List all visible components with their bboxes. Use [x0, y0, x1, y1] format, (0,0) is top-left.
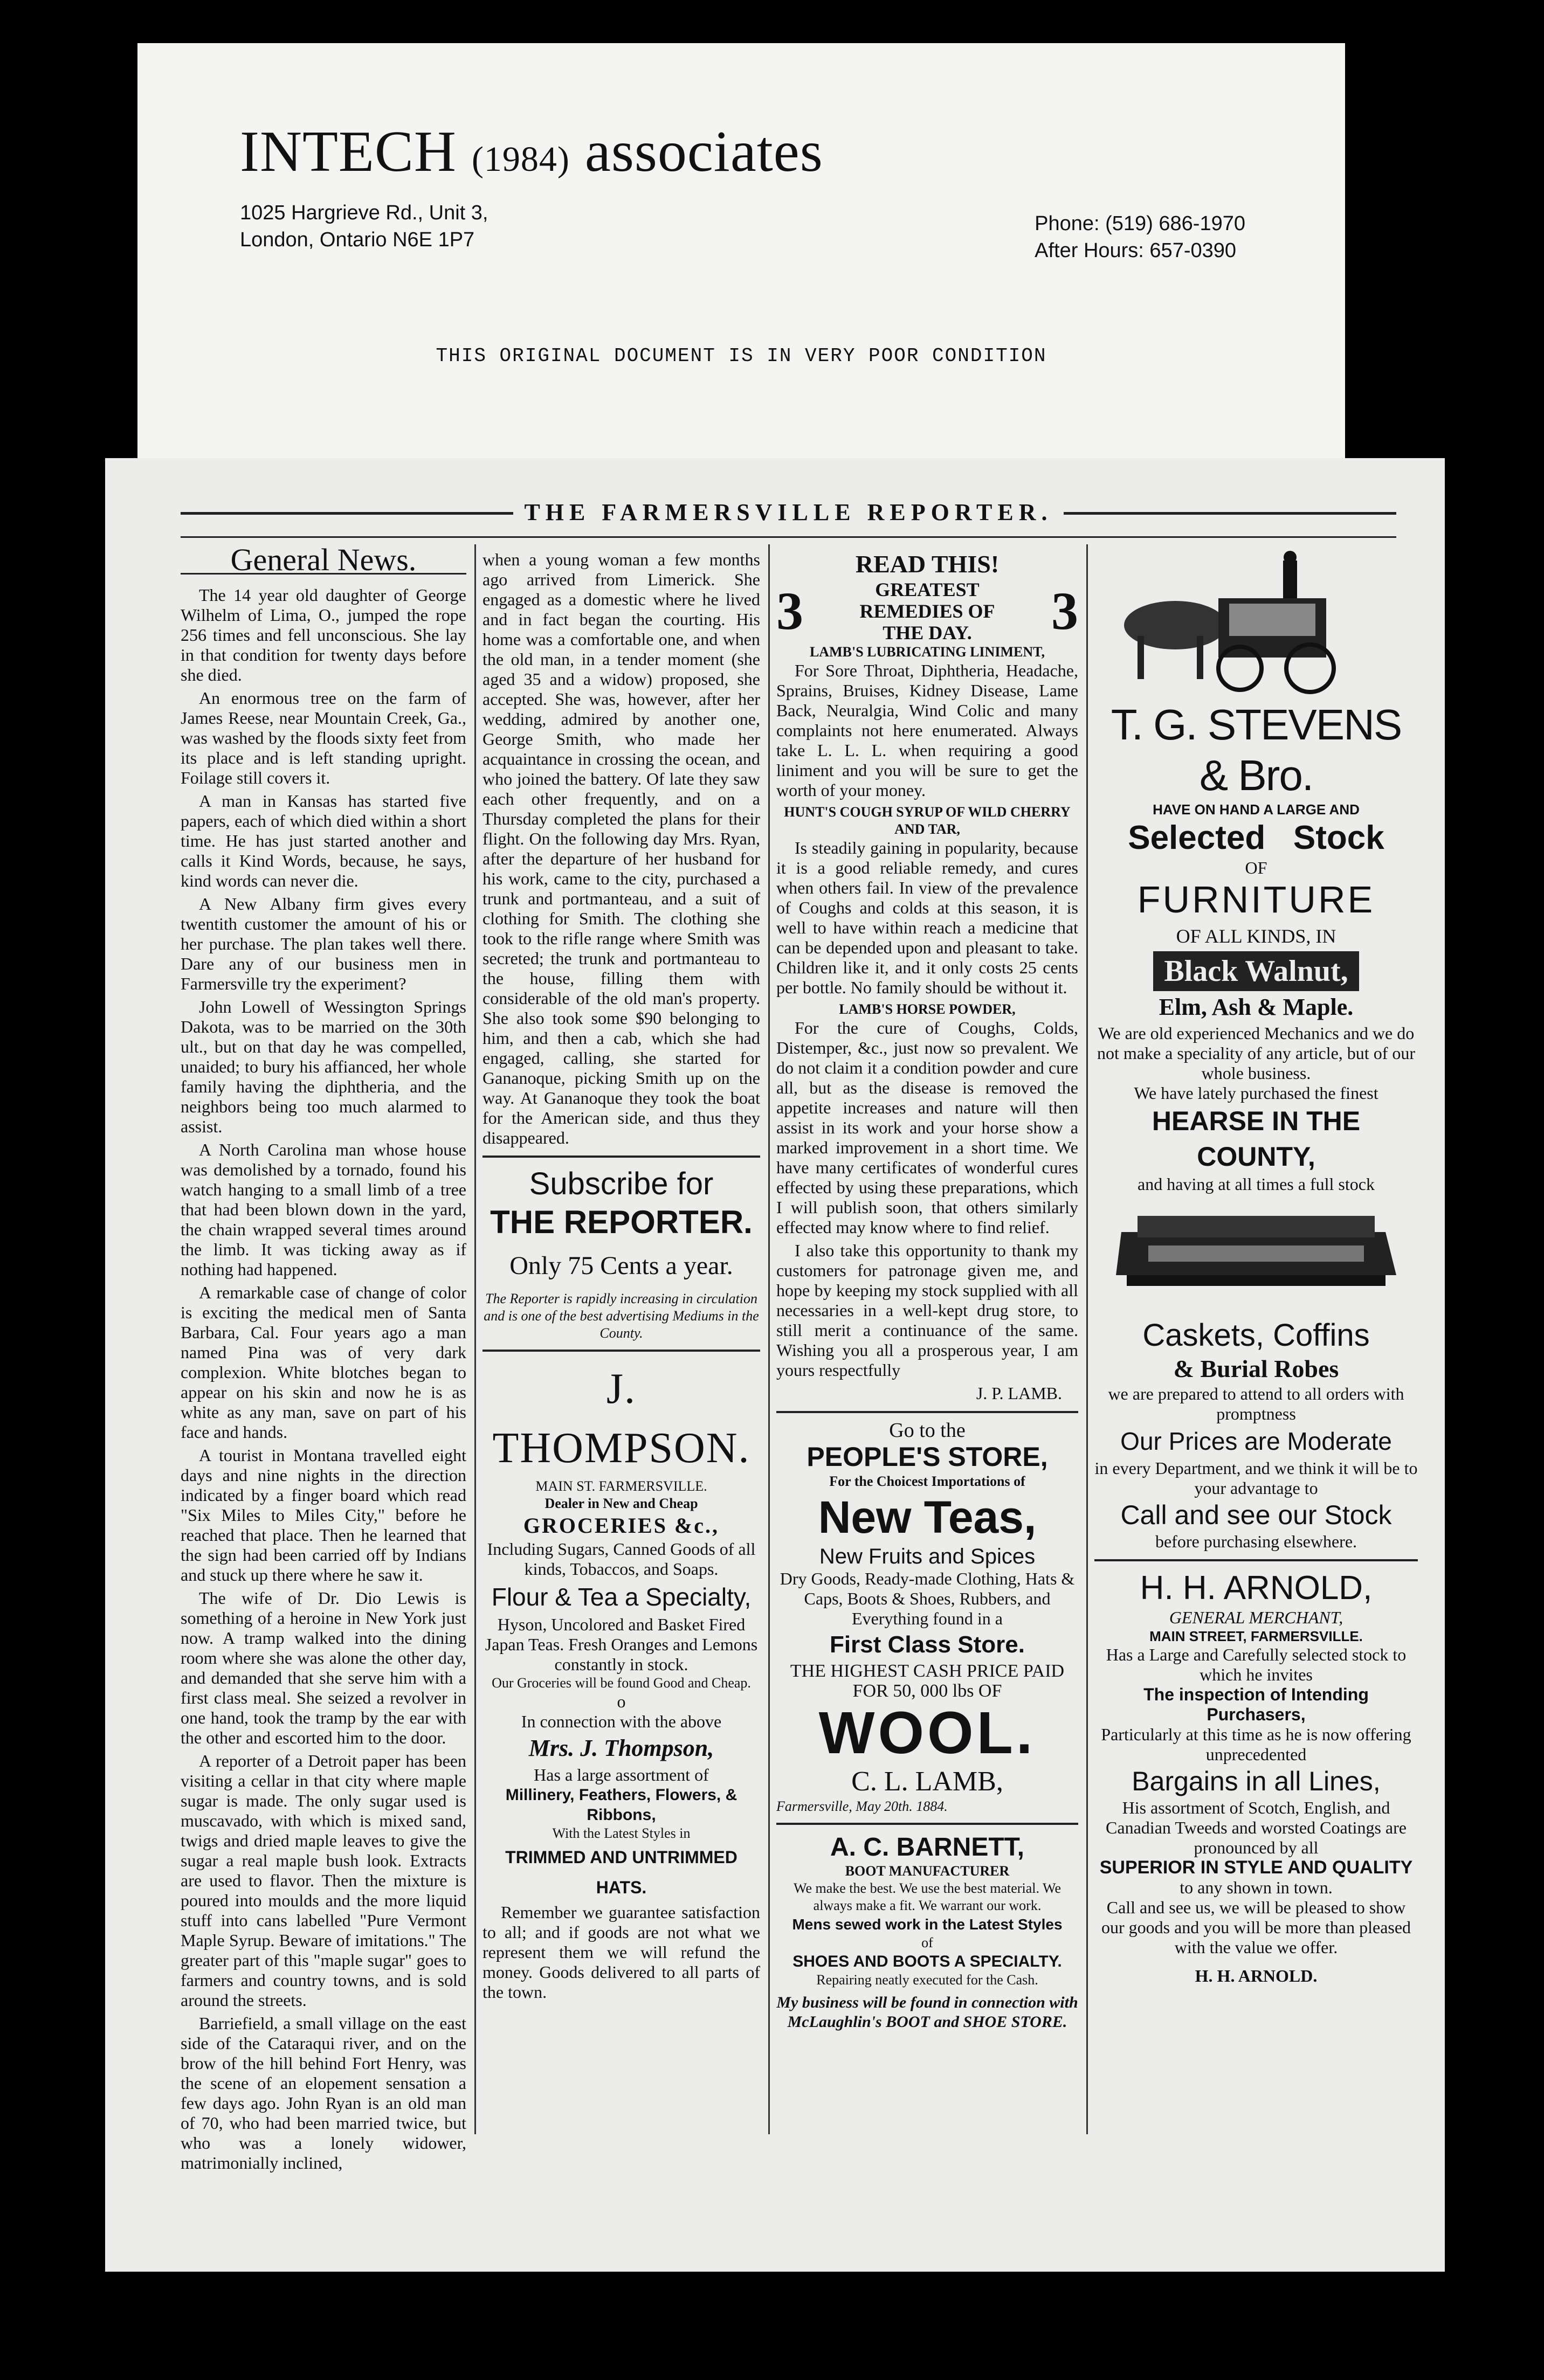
peoples-store-ad [776, 1411, 1078, 1815]
news-item: Barriefield, a small village on the east side of the Cataraqui river, and on the brow of the hill behind Fort Henry, was the scene of an elopement sensation a few days ago. John Ryan is an old man of 70, who had been married twice, but who was a lonely widower, matrimonially inclined, [181, 2014, 466, 2173]
news-item: A reporter of a Detroit paper has been visiting a cellar in that city where maple sugar is made. The only sugar used is muscavado, with which is mixed sand, twigs and dried maple leaves to give the sugar a real maple bush look. Extracts are used to flavor. Then the mixture is poured into moulds and the more liquid stuff into cans labelled "Pure Vermont Maple Syrup. Beware of imitations." The greater part of this "maple sugar" goes to farmers and country towns, and is sold around the streets. [181, 1751, 466, 2010]
thompson-dealer: Dealer in New and Cheap [544, 1496, 698, 1511]
number-three-left: 3 [776, 581, 803, 641]
connection-line: In connection with the above [521, 1712, 722, 1731]
mechanics-text: We are old experienced Mechanics and we do not make a speciality of any article, but of our whole business. [1097, 1023, 1415, 1083]
kinds-line: OF ALL KINDS, IN [1176, 925, 1336, 947]
intech-cover-sheet [137, 43, 1345, 474]
column-story-ads [482, 550, 760, 2145]
masthead [181, 499, 1396, 538]
town-line: to any shown in town. [1180, 1878, 1333, 1897]
news-item: A New Albany firm gives every twentith customer the amount of his or her purchase. The plan takes well there. Dare any of our business men in Farmersville try the experiment? [181, 894, 466, 993]
company-year: (1984) [471, 140, 570, 179]
prepared-line: we are prepared to attend to all orders with promptness [1108, 1384, 1404, 1423]
news-item: A remarkable case of change of color is exciting the medical men of Santa Barbara, Cal. Four years ago a man named Pina was of very dark complexion. White blotches began to appear on his skin and now he is as white as any man, save on part of his face and hands. [181, 1283, 466, 1442]
arnold-signature: H. H. ARNOLD. [1195, 1966, 1318, 1985]
teas-detail: Hyson, Uncolored and Basket Fired Japan Teas. Fresh Oranges and Lemons constantly in stock. [485, 1615, 758, 1674]
full-stock-line: and having at all times a full stock [1138, 1174, 1375, 1194]
remedies-banner [776, 579, 1078, 644]
groceries-detail: Including Sugars, Canned Goods of all kinds, Tobaccos, and Soaps. [487, 1539, 756, 1579]
date-line: Farmersville, May 20th. 1884. [776, 1798, 948, 1814]
column-furniture-ads [1094, 550, 1418, 2145]
arnold-ad [1094, 1559, 1418, 1986]
subscribe-title: Subscribe for [529, 1166, 714, 1201]
news-item: John Lowell of Wessington Springs Dakota, was to be married on the 30th ult., but on that day he was compelled, unaided; to bury his affianced, her whole family having the diphtheria, and the neighbors being too much alarmed to assist. [181, 997, 466, 1136]
company-phone [1035, 210, 1245, 264]
selected-stock: Selected Stock [1128, 819, 1384, 856]
newspaper-page [105, 458, 1445, 2272]
new-teas: New Teas, [818, 1492, 1037, 1542]
highest-price-line: THE HIGHEST CASH PRICE PAID FOR 50, 000 lbs OF [790, 1661, 1065, 1701]
thompson-address: MAIN ST. FARMERSVILLE. [535, 1478, 707, 1494]
of-line: OF [1245, 858, 1267, 877]
black-walnut: Black Walnut, [1153, 951, 1359, 991]
horse-powder-text: For the cure of Coughs, Colds, Distemper, &c., just now so prevalent. We do not claim it a condition powder and cure all, but as the disease is removed the appetite increases and nature will then assist in its work and your horse show a marked improvement in a short time. We have many certificates of wonderful cures effected by using these preparations, which I will publish soon, that others similarly effected may know where to find relief. [776, 1018, 1078, 1237]
hats-line: TRIMMED AND UNTRIMMED HATS. [505, 1848, 737, 1897]
news-item: The 14 year old daughter of George Wilhelm of Lima, O., jumped the rope 256 times and fell unconscious. She lay in that condition for twenty days before she died. [181, 585, 466, 684]
peoples-store: PEOPLE'S STORE, [807, 1442, 1048, 1472]
caskets-coffins: Caskets, Coffins [1142, 1318, 1370, 1353]
subscribe-price: Only 75 Cents a year. [509, 1251, 733, 1280]
first-class-store: First Class Store. [830, 1631, 1025, 1658]
thompson-ad [482, 1350, 760, 2002]
phone-line: Phone: (519) 686-1970 [1035, 212, 1245, 235]
elm-ash-maple: Elm, Ash & Maple. [1159, 994, 1354, 1020]
general-merchant: GENERAL MERCHANT, [1169, 1608, 1343, 1627]
company-address [240, 199, 488, 253]
burial-robes: & Burial Robes [1173, 1355, 1339, 1382]
syrup-text: Is steadily gaining in popularity, because it is a good reliable remedy, and cures when others fail. In view of the prevalence of Coughs and colds at this season, it is well to have within reach a medicine that can be depended upon and pleasant to take. Children like it, and it only costs 25 cents per bottle. No family should be without it. [776, 838, 1078, 997]
scotch-line: His assortment of Scotch, English, and Canadian Tweeds and worsted Coatings are pronounced by all [1106, 1798, 1407, 1857]
liniment-text: For Sore Throat, Diphtheria, Headache, Sprains, Bruises, Kidney Disease, Lame Back, Neuralgia, Wind Colic and many complaints not here enumerated. Always take L. L. L. when requiring a good liniment and you will be sure to get the worth of your money. [776, 661, 1078, 800]
after-hours-line: After Hours: 657-0390 [1035, 239, 1237, 262]
liniment-title: LAMB'S LUBRICATING LINIMENT, [809, 644, 1045, 660]
hearse-carriage-illustration [1105, 550, 1407, 695]
assortment-line: Has a large assortment of [534, 1765, 709, 1784]
dry-goods-line: Dry Goods, Ready-made Clothing, Hats & Caps, Boots & Shoes, Rubbers, and Everything found in a [780, 1569, 1075, 1628]
choicest-line: For the Choicest Importations of [829, 1473, 1025, 1489]
wool: WOOL. [818, 1700, 1036, 1766]
condition-notice: THIS ORIGINAL DOCUMENT IS IN VERY POOR CONDITION [436, 345, 1047, 367]
arnold-address: MAIN STREET, FARMERSVILLE. [1149, 1628, 1363, 1644]
subscribe-ad [482, 1156, 760, 1342]
groceries-heading: GROCERIES &c., [523, 1513, 720, 1538]
styles-line: With the Latest Styles in [552, 1825, 691, 1841]
furniture-heading: FURNITURE [1137, 878, 1375, 921]
best-line: We make the best. We use the best material. We always make a fit. We warrant our work. [794, 1880, 1061, 1913]
purchased-line: We have lately purchased the finest [1134, 1083, 1378, 1103]
masthead-title: THE FARMERSVILLE REPORTER. [513, 499, 1063, 525]
bargains-line: Bargains in all Lines, [1132, 1766, 1381, 1796]
address-line-1: 1025 Hargrieve Rd., Unit 3, [240, 202, 488, 224]
particularly-line: Particularly at this time as he is now offering unprecedented [1101, 1725, 1411, 1764]
business-line: My business will be found in connection with McLaughlin's BOOT and SHOE STORE. [776, 1994, 1078, 2031]
read-this: READ THIS! [855, 550, 1000, 578]
syrup-title: HUNT'S COUGH SYRUP OF WILD CHERRY AND TAR, [784, 804, 1071, 837]
separator: o [617, 1692, 626, 1711]
company-suffix: associates [584, 120, 823, 184]
have-line: HAVE ON HAND A LARGE AND [1153, 801, 1360, 818]
boot-manufacturer: BOOT MANUFACTURER [845, 1863, 1010, 1879]
column-general-news [181, 542, 466, 2173]
call-see-us: Call and see us, we will be pleased to show our goods and you will be more than pleased with the value we offer. [1101, 1898, 1411, 1957]
elopement-story: when a young woman a few months ago arrived from Limerick. She engaged as a domestic where he lived and in fact began the courting. His home was a comfortable one, and when the old man, in a tender moment (she aged 35 and a widow) proposed, she accepted. She was, however, after her wedding, admired by another one, George Smith, who made her acquaintance in crossing the ocean, and who joined the battery. Of late they saw each other frequently, and on a Thursday completed the plans for their flight. On the following day Mrs. Ryan, after the departure of her husband for his work, came to the city, purchased a trunk and portmanteau, and a suit of clothing for Smith. The clothing she took to the rifle range where Smith was secreted; the trunk and portmanteau to the house, filling them with considerable of the old man's property. She also took some $90 belonging to him, and then a cab, which she had engaged, calling, she started for Gananoque, picking Smith up on the way. At Gananoque they took the boat for the American side, and thus they disappeared. [482, 550, 760, 1147]
flour-tea: Flour & Tea a Specialty, [491, 1583, 752, 1611]
coffin-illustration [1105, 1200, 1407, 1307]
company-word: INTECH [240, 120, 457, 184]
arnold-name: H. H. ARNOLD, [1140, 1569, 1373, 1607]
number-three-right: 3 [1051, 581, 1078, 641]
subscribe-note: The Reporter is rapidly increasing in circulation and is one of the best advertising Mediums in the County. [484, 1291, 759, 1341]
repair-line: Repairing neatly executed for the Cash. [816, 1972, 1038, 1988]
thompson-name: J. THOMPSON. [492, 1365, 750, 1472]
every-department: in every Department, and we think it will be to your advantage to [1094, 1458, 1418, 1498]
call-see-stock: Call and see our Stock [1120, 1500, 1392, 1530]
guarantee-text: Remember we guarantee satisfaction to all; and if goods are not what we represent them we will refund the money. Goods delivered to all parts of the town. [482, 1902, 760, 2002]
before-line: before purchasing elsewhere. [1155, 1532, 1357, 1551]
prices-moderate: Our Prices are Moderate [1120, 1427, 1392, 1455]
column-remedies-ads [776, 550, 1078, 2145]
mens-line: Mens sewed work in the Latest Styles [792, 1916, 1063, 1933]
column-rule [474, 544, 476, 2134]
news-item: An enormous tree on the farm of James Reese, near Mountain Creek, Ga., was washed by the floods sixty feet from its place and is left standing upright. Foilage still covers it. [181, 688, 466, 787]
remedies-title: GREATEST REMEDIES OF THE DAY. [859, 579, 995, 644]
goto-line: Go to the [889, 1419, 966, 1442]
news-item: The wife of Dr. Dio Lewis is something of a heroine in New York just now. A tramp walked into the dining room where she was alone the other day, and demanded that she serve him with a first class meal. She seized a revolver in one hand, took the tramp by the ear with the other and escorted him to the door. [181, 1588, 466, 1747]
groceries-note: Our Groceries will be found Good and Cheap. [492, 1675, 751, 1691]
has-line: Has a Large and Carefully selected stock to which he invites [1106, 1645, 1407, 1684]
millinery-line: Millinery, Feathers, Flowers, & Ribbons, [505, 1786, 737, 1824]
shoes-line: SHOES AND BOOTS A SPECIALTY. [792, 1953, 1062, 1970]
news-item: A man in Kansas has started five papers, each of which died within a short time. He has just started another and calls it Kind Words, because, he says, kind words can never die. [181, 791, 466, 890]
barnett-ad [776, 1823, 1078, 2032]
hearse-heading: HEARSE IN THE COUNTY, [1152, 1106, 1361, 1172]
section-heading: General News. [181, 550, 466, 575]
superior-line: SUPERIOR IN STYLE AND QUALITY [1099, 1857, 1413, 1878]
fruits-line: New Fruits and Spices [819, 1545, 1036, 1568]
news-item: A North Carolina man whose house was demolished by a tornado, found his watch hanging to a small limb of a tree that had been blown down in the yard, the chain wrapped several times around the limb. It was ticking away as if nothing had happened. [181, 1140, 466, 1279]
column-rule [768, 544, 770, 2134]
horse-powder-title: LAMB'S HORSE POWDER, [839, 1001, 1016, 1017]
lamb-signature: J. P. LAMB. [976, 1383, 1062, 1403]
barnett-name: A. C. BARNETT, [830, 1833, 1024, 1862]
thanks-text: I also take this opportunity to thank my customers for patronage given me, and hope by keeping my stock supplied with all necessaries in a well-kept drug store, to still merit a continuance of the same. Wishing you all a prosperous year, I am yours respectfully [776, 1241, 1078, 1380]
column-rule [1086, 544, 1088, 2134]
subscribe-paper: THE REPORTER. [490, 1204, 753, 1240]
company-name [240, 119, 823, 185]
cl-lamb: C. L. LAMB, [851, 1766, 1003, 1797]
address-line-2: London, Ontario N6E 1P7 [240, 229, 475, 251]
of-line: of [921, 1935, 933, 1950]
mrs-thompson: Mrs. J. Thompson, [528, 1735, 714, 1761]
news-item: A tourist in Montana travelled eight days and nine nights in the direction indicated by a finger board which read "Six Miles to Miles City," before he reached that place. Then he learned that the sign had been carried off by Indians and stuck up there where he saw it. [181, 1445, 466, 1585]
stevens-name: T. G. STEVENS & Bro. [1111, 701, 1402, 799]
inspection-line: The inspection of Intending Purchasers, [1143, 1685, 1369, 1724]
